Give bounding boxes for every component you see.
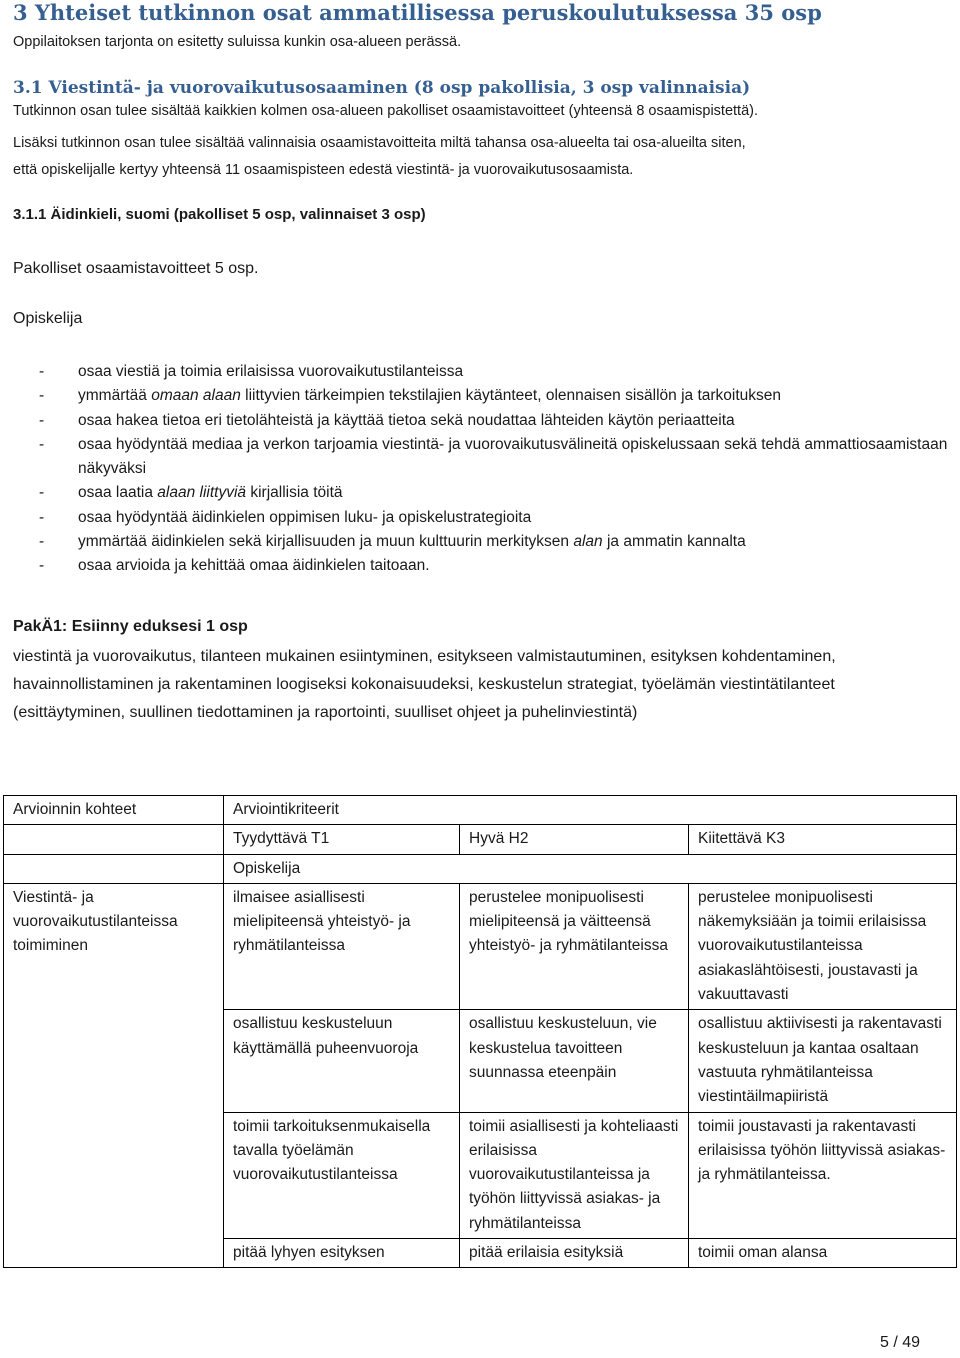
mandatory-label: Pakolliset osaamistavoitteet 5 osp. [13,260,259,277]
table-cell: ilmaisee asiallisesti mielipiteensä yhteistyö- ja ryhmätilanteissa [224,883,460,1009]
table-cell: pitää erilaisia esityksiä [460,1239,689,1268]
table-cell: toimii joustavasti ja rakentavasti erilaisissa työhön liittyvissä asiakas- ja ryhmätilanteissa. [689,1112,957,1238]
module-title: PakÄ1: Esiinny eduksesi 1 osp [13,618,248,635]
list-item: - osaa viestiä ja toimia erilaisissa vuorovaikutustilanteissa [13,360,960,384]
row-label-cell: Viestintä- ja vuorovaikutustilanteissa toimiminen [4,883,224,1267]
intro-line: Lisäksi tutkinnon osan tulee sisältää valinnaisia osaamistavoitteita miltä tahansa osa-alueelta tai osa-alueilta siten, [13,135,746,151]
list-item: - osaa hakea tietoa eri tietolähteistä ja käyttää tietoa sekä noudattaa lähteiden käytön periaatteita [13,409,960,433]
list-dash: - [39,484,45,502]
table-cell: perustelee monipuolisesti mielipiteensä ja väitteensä yhteistyö- ja ryhmätilanteissa [460,883,689,1009]
list-dash: - [39,387,45,405]
table-cell: toimii oman alansa [689,1239,957,1268]
table-cell [4,854,224,883]
intro-line: Tutkinnon osan tulee sisältää kaikkien kolmen osa-alueen pakolliset osaamistavoitteet (yhteensä 8 osaamispistettä). [13,103,759,119]
table-header-cell: Arvioinnin kohteet [4,796,224,825]
list-dash: - [39,508,45,526]
student-label-cell: Opiskelija [224,854,957,883]
table-cell: toimii tarkoituksenmukaisella tavalla työelämän vuorovaikutustilanteissa [224,1112,460,1238]
assessment-table [3,795,957,1268]
table-row [4,825,957,854]
subsubsection-heading: 3.1.1 Äidinkieli, suomi (pakolliset 5 osp, valinnaiset 3 osp) [13,206,426,223]
student-label: Opiskelija [13,310,83,327]
level-header: Hyvä H2 [460,825,689,854]
list-item: - osaa arvioida ja kehittää omaa äidinkielen taitoaan. [13,554,960,578]
module-description: viestintä ja vuorovaikutus, tilanteen mukainen esiintyminen, esitykseen valmistautuminen, esityksen kohdentaminen, havainnollistaminen ja rakentaminen loogiseksi kokonaisuudeksi, keskustelun strategiat, työelämän viestintätilanteet (esittäytyminen, suullinen tiedottaminen ja raportointi, suulliset ohjeet ja puhelinviestintä) [13,648,836,721]
table-row [4,883,957,1009]
table-cell: osallistuu aktiivisesti ja rakentavasti keskusteluun ja kantaa osaltaan vastuuta ryhmätilanteissa viestintäilmapiiristä [689,1010,957,1112]
list-dash: - [39,435,45,453]
intro-line: että opiskelijalle kertyy yhteensä 11 osaamispisteen edestä viestintä- ja vuorovaikutusosaamista. [13,162,634,178]
page-number: 5 / 49 [880,1334,921,1351]
list-item: - ymmärtää omaan alaan liittyvien tärkeimpien tekstilajien käytänteet, olennaisen sisällön ja tarkoituksen [13,384,960,408]
table-cell: toimii asiallisesti ja kohteliaasti erilaisissa vuorovaikutustilanteissa ja työhön liittyvissä asiakas- ja ryhmätilanteissa [460,1112,689,1238]
objectives-list [13,360,960,579]
table-row [4,854,957,883]
list-dash: - [39,363,45,380]
list-item: - osaa laatia alaan liittyviä kirjallisia töitä [13,481,960,505]
level-header: Tyydyttävä T1 [224,825,460,854]
list-dash: - [39,557,45,575]
list-dash: - [39,533,45,551]
list-item: - osaa hyödyntää äidinkielen oppimisen luku- ja opiskelustrategioita [13,506,960,530]
subsection-heading: 3.1 Viestintä- ja vuorovaikutusosaaminen (8 osp pakollisia, 3 osp valinnaisia) [13,78,751,98]
table-cell: perustelee monipuolisesti näkemyksiään ja toimii erilaisissa vuorovaikutustilanteissa asiakaslähtöisesti, joustavasti ja vakuuttavasti [689,883,957,1009]
table-cell: osallistuu keskusteluun käyttämällä puheenvuoroja [224,1010,460,1112]
table-cell [4,825,224,854]
table-cell: osallistuu keskusteluun, vie keskustelua tavoitteen suunnassa eteenpäin [460,1010,689,1112]
list-item: - osaa hyödyntää mediaa ja verkon tarjoamia viestintä- ja vuorovaikutusvälineitä opiskelussaan sekä tehdä ammattiosaamistaan näkyväksi [13,433,960,482]
list-item: - ymmärtää äidinkielen sekä kirjallisuuden ja muun kulttuurin merkityksen alan ja ammatin kannalta [13,530,960,554]
table-row [4,796,957,825]
section-heading: 3 Yhteiset tutkinnon osat ammatillisessa peruskoulutuksessa 35 osp [13,0,822,25]
section-subtitle: Oppilaitoksen tarjonta on esitetty suluissa kunkin osa-alueen perässä. [13,34,462,50]
level-header: Kiitettävä K3 [689,825,957,854]
table-cell: pitää lyhyen esityksen [224,1239,460,1268]
list-dash: - [39,411,45,429]
table-header-cell: Arviointikriteerit [224,796,957,825]
